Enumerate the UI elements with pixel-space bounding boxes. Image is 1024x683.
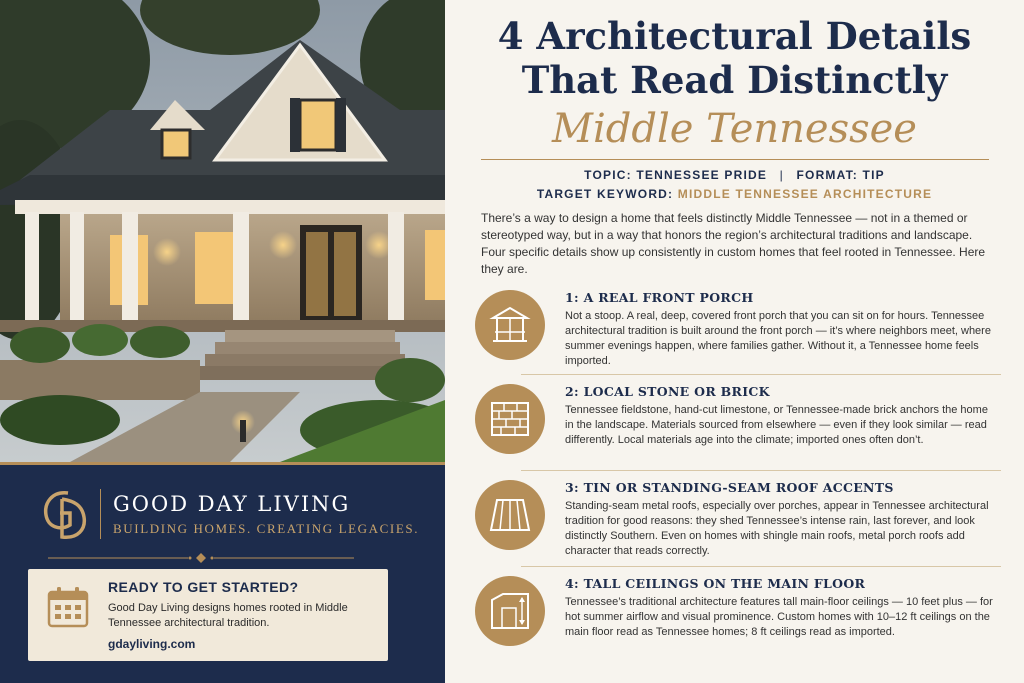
topic-value: TENNESSEE PRIDE <box>636 168 768 182</box>
detail-divider <box>521 470 1001 471</box>
topic-label: TOPIC: <box>584 168 632 182</box>
brand-tagline: BUILDING HOMES. CREATING LEGACIES. <box>113 521 420 536</box>
brand-name: GOOD DAY LIVING <box>113 492 351 516</box>
detail-body: Tennessee fieldstone, hand-cut limestone, or Tennessee-made brick anchors the home in the landscape. Materials sourced from elsewhere — even if they look similar — read differently. Local materials age into the climate; imported ones often don’t. <box>565 404 988 446</box>
logo-text <box>113 491 419 537</box>
title-script: Middle Tennessee <box>552 106 917 152</box>
detail-title: 3: TIN OR STANDING-SEAM ROOF ACCENTS <box>565 480 894 495</box>
left-column <box>0 0 445 683</box>
intro-paragraph: There’s a way to design a home that feels distinctly Middle Tennessee — not in a themed or stereotyped way, but in a way that honors the region’s architectural traditions and landscape. Four specific details show up consistently in custom homes that feel rooted in Tennessee. Here they are. <box>481 211 986 276</box>
detail-divider <box>521 374 1001 375</box>
detail-body: Tennessee’s traditional architecture features tall main-floor ceilings — 10 feet plus — for hot summer airflow and visual prominence. Custom homes with 10–12 ft ceilings on the main floor read as Tennessee homes; 8 ft ceilings read as imported. <box>565 596 993 638</box>
meta-topic-format <box>445 168 1024 182</box>
logo-divider <box>100 489 101 539</box>
house-photo <box>0 0 445 462</box>
meta-keyword <box>445 187 1024 201</box>
title-divider <box>481 159 989 160</box>
title-line-1: 4 Architectural Details <box>497 14 972 58</box>
ornament-divider <box>48 553 354 563</box>
detail-title: 2: LOCAL STONE OR BRICK <box>565 384 770 399</box>
metal-roof-icon <box>475 480 545 550</box>
article-title <box>445 14 1024 102</box>
cta-box <box>28 569 388 661</box>
stone-wall-icon <box>475 384 545 454</box>
detail-title: 1: A REAL FRONT PORCH <box>565 290 754 305</box>
keyword-value: MIDDLE TENNESSEE ARCHITECTURE <box>677 187 933 201</box>
article-column <box>445 0 1024 683</box>
porch-gazebo-icon <box>475 290 545 360</box>
detail-body: Standing-seam metal roofs, especially over porches, appear in Tennessee architectural tradition for good reasons: they shed Tennessee’s intense rain, last forever, and look distinctly Southern. Even on homes with shingle main roofs, metal porch roofs add character that reads correctly. <box>565 500 989 557</box>
brand-panel <box>0 462 445 683</box>
detail-divider <box>521 566 1001 567</box>
gd-monogram-icon <box>38 485 90 543</box>
cta-title: READY TO GET STARTED? <box>108 579 299 595</box>
keyword-label: TARGET KEYWORD: <box>536 187 674 201</box>
tall-ceiling-icon <box>475 576 545 646</box>
cta-body: Good Day Living designs homes rooted in Middle Tennessee architectural tradition. <box>108 602 348 629</box>
detail-body: Not a stoop. A real, deep, covered front porch that you can sit on for hours. Tennessee architectural tradition is built around the front porch — it’s where neighbors meet, where summer evenings happen, where families gather. Without it, a Tennessee home feels imported. <box>565 310 991 367</box>
meta-separator: | <box>779 168 784 182</box>
detail-title: 4: TALL CEILINGS ON THE MAIN FLOOR <box>565 576 866 591</box>
title-line-2: That Read Distinctly <box>521 58 948 102</box>
calendar-icon <box>46 585 90 629</box>
format-label: FORMAT: <box>796 168 858 182</box>
cta-website-link[interactable]: gdayliving.com <box>108 637 196 651</box>
format-value: TIP <box>862 168 885 182</box>
brand-logo <box>38 485 419 543</box>
